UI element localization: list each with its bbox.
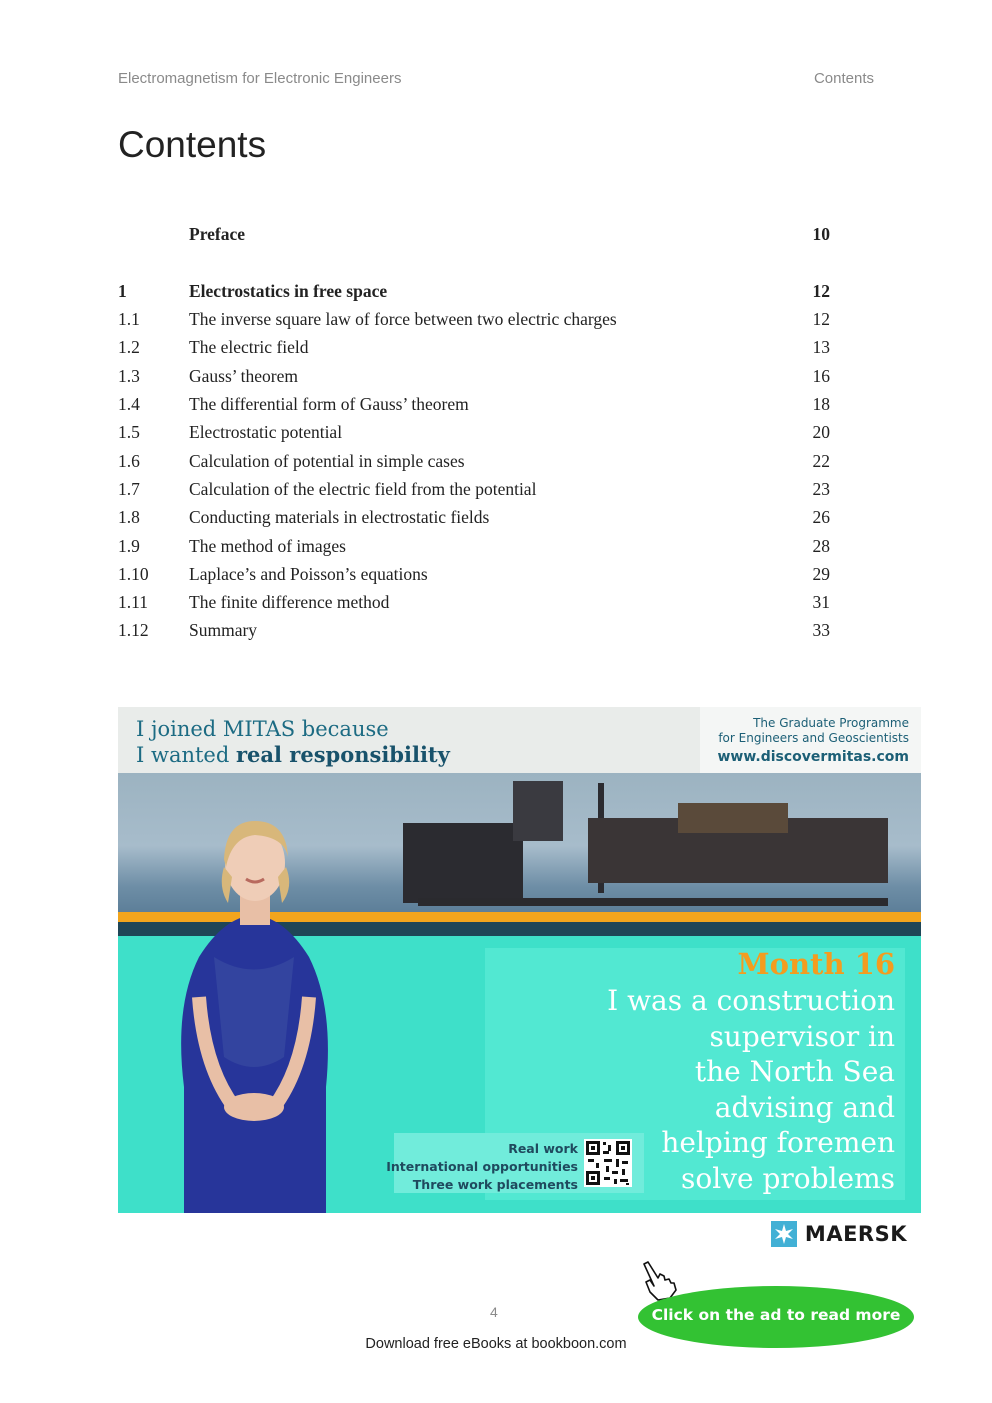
toc-page: 16 xyxy=(812,366,830,386)
ad-story-line: the North Sea xyxy=(694,1055,895,1088)
toc-page: 22 xyxy=(812,451,830,471)
toc-page: 12 xyxy=(812,281,830,301)
toc-page: 31 xyxy=(812,592,830,612)
cta-label: Click on the ad to read more xyxy=(651,1306,901,1324)
toc-row[interactable] xyxy=(118,422,830,448)
toc-number: 1.12 xyxy=(118,620,149,640)
rig-legs xyxy=(418,898,888,906)
ad-header-band xyxy=(118,707,921,773)
ad-story-line: advising and xyxy=(714,1090,895,1124)
ad-story-line: helping foremen xyxy=(661,1126,895,1159)
ad-programme-line2: for Engineers and Geoscientists xyxy=(718,731,909,745)
toc-title: Summary xyxy=(189,620,258,640)
toc-page: 20 xyxy=(812,422,830,442)
toc-title: Electrostatics in free space xyxy=(189,281,388,301)
toc-row-chapter-1[interactable] xyxy=(118,281,830,307)
toc-title: The electric field xyxy=(189,337,309,357)
toc-row[interactable] xyxy=(118,366,830,392)
toc-row[interactable] xyxy=(118,564,830,590)
toc-title: The differential form of Gauss’ theorem xyxy=(189,394,469,414)
toc-number: 1.4 xyxy=(118,394,140,414)
toc-number: 1.3 xyxy=(118,366,140,386)
woman-portrait-image xyxy=(154,807,354,1252)
ad-programme-box xyxy=(700,707,921,773)
toc-title: Electrostatic potential xyxy=(189,422,343,442)
ad-footer-band xyxy=(118,1213,921,1252)
maersk-star-icon xyxy=(771,1221,797,1247)
toc-row[interactable] xyxy=(118,337,830,363)
toc-title: The inverse square law of force between two electric charges xyxy=(189,309,617,329)
toc-title: Laplace’s and Poisson’s equations xyxy=(189,564,428,584)
ad-headline-line2 xyxy=(136,742,450,768)
toc-title: The finite difference method xyxy=(189,592,390,612)
ad-bullet: Real work xyxy=(508,1141,578,1156)
ad-bullet: International opportunities xyxy=(386,1159,578,1174)
toc-number: 1.1 xyxy=(118,309,140,329)
running-header xyxy=(118,70,874,92)
rig-tower xyxy=(513,781,563,841)
mitas-advertisement[interactable] xyxy=(118,707,921,1252)
toc-number: 1.2 xyxy=(118,337,140,357)
toc-page: 28 xyxy=(812,536,830,556)
toc-page: 33 xyxy=(812,620,830,640)
page-number: 4 xyxy=(490,1304,498,1320)
toc-title: Gauss’ theorem xyxy=(189,366,299,386)
toc-row[interactable] xyxy=(118,536,830,562)
toc-page: 23 xyxy=(812,479,830,499)
toc-row[interactable] xyxy=(118,620,830,646)
toc-number: 1.6 xyxy=(118,451,140,471)
ad-programme-line1: The Graduate Programme xyxy=(753,716,909,730)
ad-url-link[interactable]: www.discovermitas.com xyxy=(717,749,909,765)
ad-bullets-box xyxy=(386,1133,644,1193)
toc-number: 1.11 xyxy=(118,592,148,612)
toc-row[interactable] xyxy=(118,309,830,335)
maersk-wordmark: MAERSK xyxy=(804,1222,907,1246)
toc-page: 12 xyxy=(812,309,830,329)
rig-structure xyxy=(403,823,523,903)
ad-headline-emphasis: real responsibility xyxy=(235,742,450,767)
toc-number: 1.7 xyxy=(118,479,140,499)
qr-code-icon[interactable] xyxy=(584,1139,632,1187)
page-title: Contents xyxy=(118,124,267,165)
ad-story-line: supervisor in xyxy=(709,1019,895,1053)
toc-title: Preface xyxy=(189,224,246,244)
ad-story-line: I was a construction xyxy=(607,984,895,1017)
toc-page: 10 xyxy=(812,224,830,244)
ad-bullet: Three work placements xyxy=(412,1177,578,1192)
ad-headline-line1: I joined MITAS because xyxy=(136,717,389,741)
toc-number: 1.10 xyxy=(118,564,149,584)
toc-page: 13 xyxy=(812,337,830,357)
book-title: Electromagnetism for Electronic Engineers xyxy=(118,70,402,87)
toc-title: The method of images xyxy=(189,536,346,556)
toc-title: Conducting materials in electrostatic fields xyxy=(189,507,490,527)
toc-number: 1 xyxy=(118,281,127,301)
toc-page: 26 xyxy=(812,507,830,527)
toc-number: 1.8 xyxy=(118,507,140,527)
toc-number: 1.9 xyxy=(118,536,140,556)
ad-story-line: solve problems xyxy=(680,1161,895,1195)
rig-deck xyxy=(678,803,788,833)
maersk-logo xyxy=(771,1221,907,1247)
toc-row[interactable] xyxy=(118,451,830,477)
toc-row[interactable] xyxy=(118,479,830,505)
toc-row[interactable] xyxy=(118,592,830,618)
section-label: Contents xyxy=(813,70,874,87)
toc-row[interactable] xyxy=(118,394,830,420)
toc-title: Calculation of potential in simple cases xyxy=(189,451,465,471)
toc-title: Calculation of the electric field from the potential xyxy=(189,479,537,499)
toc-number: 1.5 xyxy=(118,422,140,442)
toc-page: 29 xyxy=(812,564,830,584)
toc-row-preface[interactable] xyxy=(118,224,830,250)
ad-month: Month 16 xyxy=(737,947,895,981)
ad-headline-prefix: I wanted xyxy=(136,743,236,767)
toc-row[interactable] xyxy=(118,507,830,533)
footer-download-note: Download free eBooks at bookboon.com xyxy=(365,1336,627,1352)
toc-page: 18 xyxy=(812,394,830,414)
ad-headline xyxy=(136,717,450,768)
